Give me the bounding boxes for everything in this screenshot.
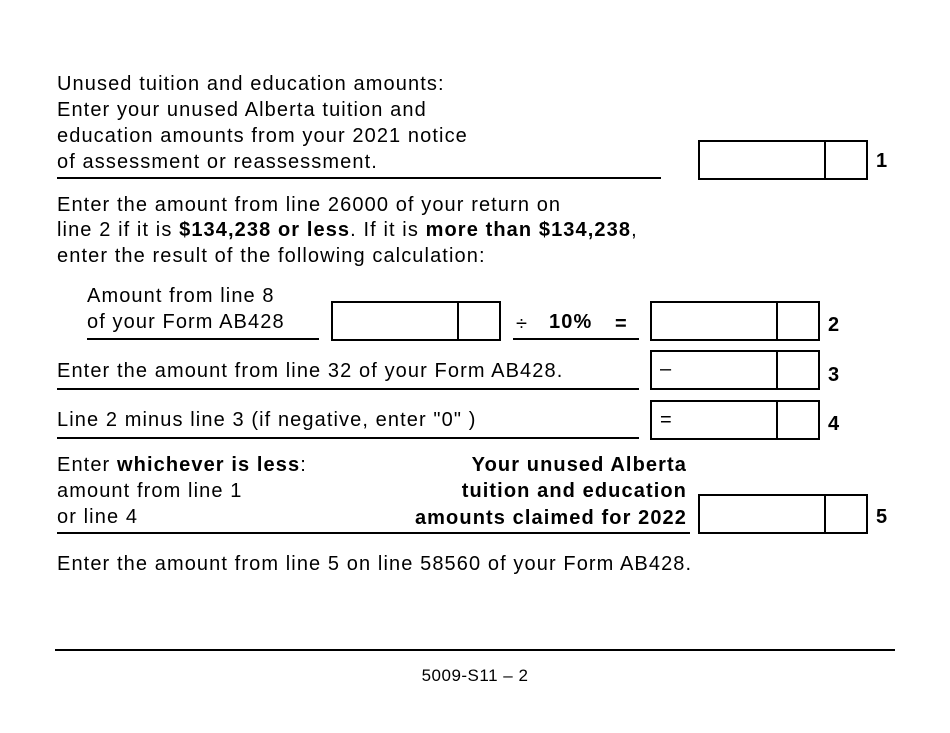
- instruction-line-2: [57, 217, 638, 243]
- enter-prefix: Enter: [57, 454, 117, 476]
- instruction-line-1: Enter the amount from line 26000 of your return on: [57, 194, 562, 216]
- enter-suffix: :: [300, 454, 307, 476]
- percent-text: 10%: [549, 311, 593, 333]
- section1-line-4: of assessment or reassessment.: [57, 151, 378, 173]
- line-1-amount-box[interactable]: [698, 140, 868, 180]
- line-3-amount-box[interactable]: [650, 350, 820, 390]
- line-2-dollars-input[interactable]: [652, 303, 778, 339]
- line-number-2: 2: [828, 314, 840, 336]
- final-instruction: Enter the amount from line 5 on line 58560 of your Form AB428.: [57, 553, 693, 575]
- calc-label-line-2: of your Form AB428: [87, 311, 285, 333]
- line-5-dollars-input[interactable]: [700, 496, 826, 532]
- section1-underline: [57, 177, 661, 179]
- line-number-1: 1: [876, 150, 888, 172]
- line-3-underline: [57, 388, 639, 390]
- line-number-5: 5: [876, 506, 888, 528]
- claim-line-3: amounts claimed for 2022: [414, 507, 687, 529]
- calc-label-line-1: Amount from line 8: [87, 285, 275, 307]
- calc-operator-underline: [513, 338, 639, 340]
- line-5-cents-divider: [824, 496, 826, 532]
- line-5-enter-text: [57, 452, 307, 478]
- line-3-label: Enter the amount from line 32 of your Form AB428.: [57, 360, 564, 382]
- section1-line-1: Unused tuition and education amounts:: [57, 73, 445, 95]
- instruction-text-e: ,: [631, 219, 638, 241]
- section1-line-2: Enter your unused Alberta tuition and: [57, 99, 427, 121]
- footer-rule: [55, 649, 895, 651]
- page-number: 5009-S11 – 2: [421, 666, 529, 685]
- line-4-amount-box[interactable]: [650, 400, 820, 440]
- line-5-underline: [57, 532, 690, 534]
- minus-sign: –: [660, 358, 672, 380]
- threshold-less-text: $134,238 or less: [179, 219, 351, 241]
- line-4-underline: [57, 437, 639, 439]
- whichever-is-less-text: whichever is less: [116, 454, 301, 476]
- line-3-dollars-input[interactable]: [652, 352, 778, 388]
- line-2-amount-box[interactable]: [650, 301, 820, 341]
- line-5-amount-box[interactable]: [698, 494, 868, 534]
- line-1-dollars-input[interactable]: [700, 142, 826, 178]
- line-4-cents-divider: [776, 402, 778, 438]
- divide-symbol: ÷: [516, 313, 529, 335]
- line-4-label: Line 2 minus line 3 (if negative, enter "0" ): [57, 409, 477, 431]
- section1-line-3: education amounts from your 2021 notice: [57, 125, 468, 147]
- line-3-cents-divider: [776, 352, 778, 388]
- line-5-sub-2: or line 4: [57, 506, 139, 528]
- line-8-cents-divider: [457, 303, 459, 339]
- line-8-dollars-input[interactable]: [333, 303, 459, 339]
- threshold-more-text: more than $134,238: [425, 219, 632, 241]
- line-number-4: 4: [828, 413, 840, 435]
- instruction-text-a: line 2 if it is: [57, 219, 180, 241]
- line-2-cents-divider: [776, 303, 778, 339]
- line-4-dollars-input[interactable]: [652, 402, 778, 438]
- calc-label-underline: [87, 338, 319, 340]
- equals-symbol: =: [615, 313, 628, 335]
- instruction-text-c: . If it is: [350, 219, 426, 241]
- instruction-line-3: enter the result of the following calculation:: [57, 245, 486, 267]
- line-5-sub-1: amount from line 1: [57, 480, 243, 502]
- line-8-amount-box[interactable]: [331, 301, 501, 341]
- line-number-3: 3: [828, 364, 840, 386]
- line-1-cents-divider: [824, 142, 826, 178]
- claim-line-1: Your unused Alberta: [471, 454, 687, 476]
- equals-sign: =: [660, 409, 672, 431]
- claim-line-2: tuition and education: [461, 480, 687, 502]
